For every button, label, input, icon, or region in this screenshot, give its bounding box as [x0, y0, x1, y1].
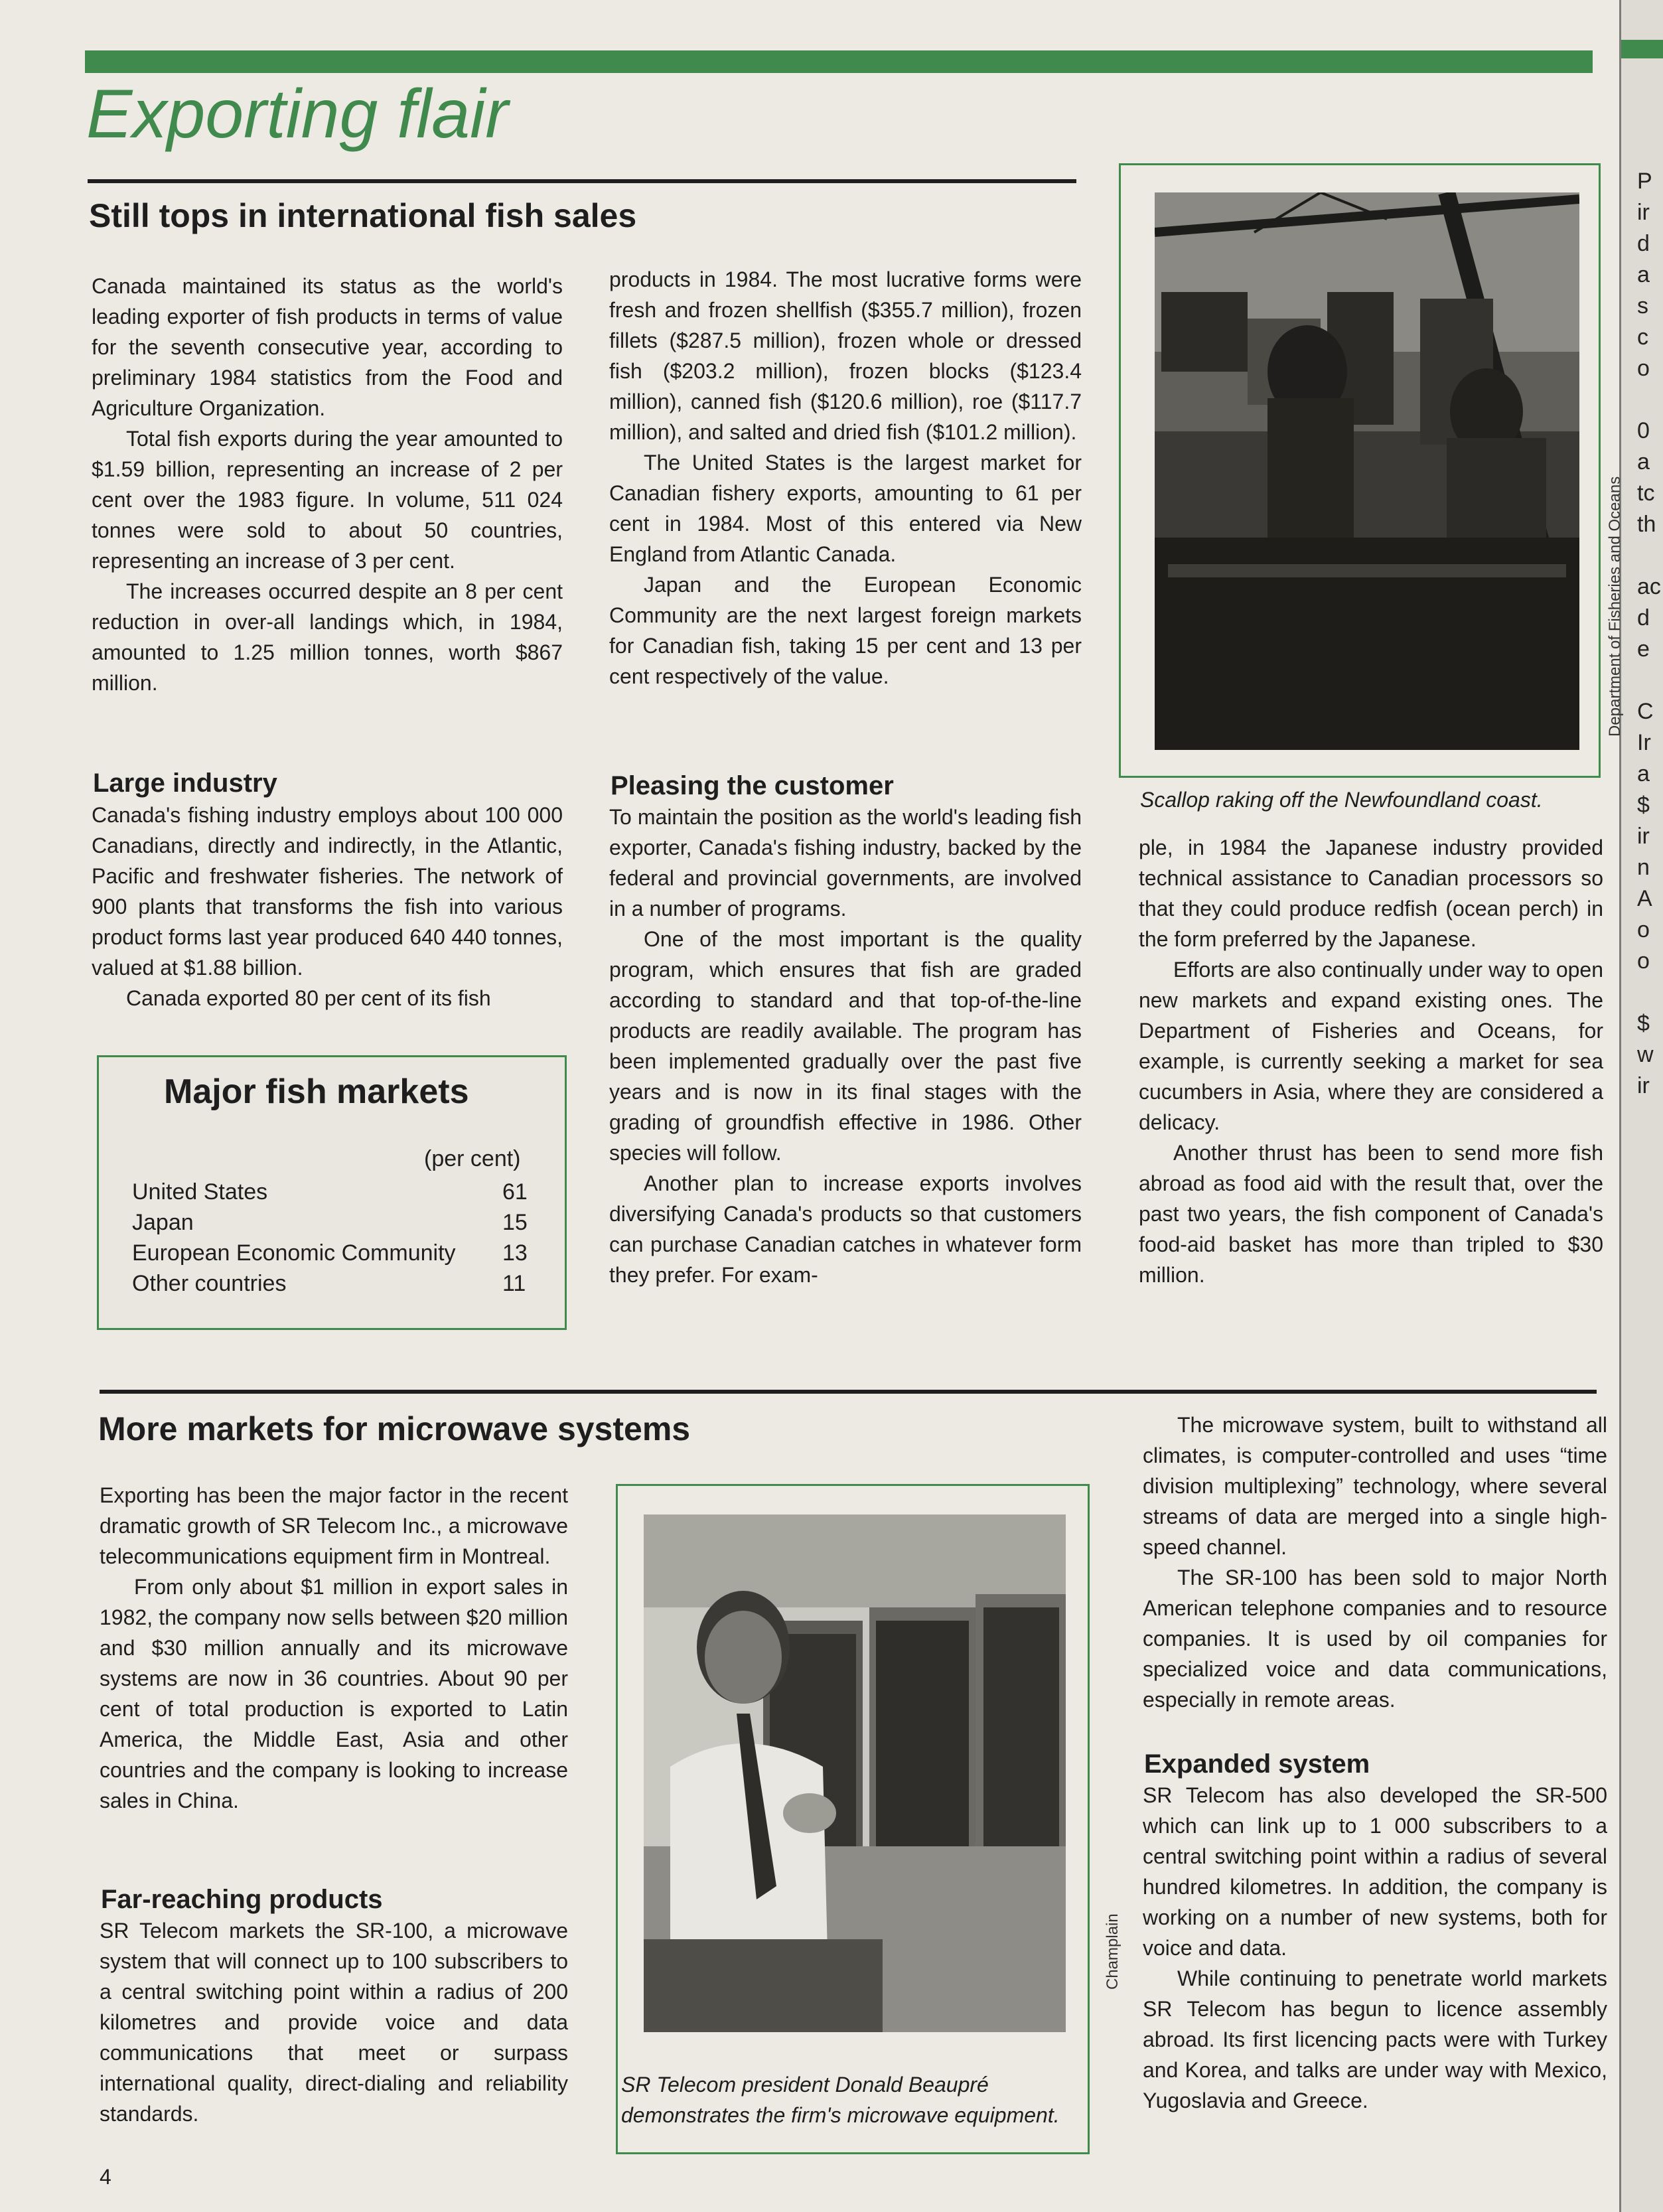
- adjacent-page-fragment: P: [1637, 169, 1652, 194]
- paragraph: One of the most important is the quality program, which ensures that fish are graded according to standard and that top-of-the-line products are readily available. The program has been implemented gradually over the past five years and is now in its final stages with the grading of groundfish effective in 1986. Other species will follow.: [609, 927, 1082, 1165]
- paragraph: The SR-100 has been sold to major North American telephone companies and to resource companies. It is used by oil companies for specialized voice and data communications, especially in remote areas.: [1143, 1566, 1607, 1712]
- paragraph: SR Telecom markets the SR-100, a microwave system that will connect up to 100 subscribers to a central switching point within a radius of 200 kilometres and provide voice and data communications that meet or surpass international quality, direct-dialing and reliability standards.: [100, 1919, 568, 2126]
- adjacent-page-fragment: a: [1637, 262, 1650, 287]
- adjacent-page-fragment: C: [1637, 699, 1654, 724]
- adjacent-page-fragment: ir: [1637, 200, 1650, 225]
- microwave-column-3: [1143, 1410, 1607, 1715]
- fish-column-2: [609, 264, 1082, 692]
- adjacent-page-fragment: o: [1637, 948, 1650, 974]
- adjacent-page-fragment: th: [1637, 512, 1656, 537]
- adjacent-page-fragment: ir: [1637, 1073, 1650, 1098]
- microwave-column-1: [100, 1480, 568, 1816]
- adjacent-page-fragment: c: [1637, 325, 1648, 350]
- paragraph: Japan and the European Economic Community are the next largest foreign markets for Canadian fish, taking 15 per cent and 13 per cent respectively of the value.: [609, 573, 1082, 688]
- market-value: 15: [502, 1210, 528, 1235]
- microwave-caption: SR Telecom president Donald Beaupré demonstrates the firm's microwave equipment.: [621, 2073, 1060, 2127]
- paragraph: ple, in 1984 the Japanese industry provided technical assistance to Canadian processors so that they could produce redfish (ocean perch) in the form preferred by the Japanese.: [1139, 836, 1603, 951]
- adjacent-page-fragment: s: [1637, 293, 1648, 319]
- fish-column-3: [1139, 832, 1603, 1290]
- paragraph: The microwave system, built to withstand all climates, is computer-controlled and uses “time division multiplexing” technology, where several streams of data are merged into a single high-speed channel.: [1143, 1413, 1607, 1559]
- headline-rule: [88, 179, 1076, 183]
- market-value: 11: [502, 1271, 526, 1296]
- scallop-photo-illustration: [1155, 192, 1579, 750]
- far-reaching-text: [100, 1915, 568, 2129]
- fish-column-1: [92, 271, 563, 698]
- adjacent-page-color-bar: [1621, 40, 1663, 58]
- adjacent-page-fragment: a: [1637, 761, 1650, 786]
- adjacent-page-fragment: A: [1637, 886, 1652, 911]
- adjacent-page-fragment: a: [1637, 449, 1650, 475]
- story-divider-rule: [100, 1390, 1597, 1394]
- paragraph: Another thrust has been to send more fish abroad as food aid with the result that, over the past two years, the fish component of Canada's food-aid basket has more than tripled to $30 million.: [1139, 1141, 1603, 1287]
- major-fish-markets-box: [97, 1055, 567, 1330]
- paragraph: Total fish exports during the year amounted to $1.59 billion, representing an increase of 2 per cent over the 1983 figure. In volume, 511 024 tonnes were sold to about 50 countries, representing an increase of 3 per cent.: [92, 427, 563, 573]
- fish-headline: Still tops in international fish sales: [89, 197, 637, 234]
- scallop-caption: Scallop raking off the Newfoundland coast.: [1140, 788, 1543, 812]
- photo-credit: Champlain: [1104, 1913, 1121, 1990]
- paragraph: Efforts are also continually under way to open new markets and expand existing ones. The Department of Fisheries and Oceans, for example, is currently seeking a market for sea cucumbers in Asia, where they are considered a delicacy.: [1139, 958, 1603, 1134]
- adjacent-page-fragment: [1637, 665, 1661, 696]
- adjacent-page-fragment: ac: [1637, 574, 1661, 599]
- adjacent-page-fragment: [1637, 977, 1661, 1008]
- market-label: Other countries: [132, 1271, 287, 1296]
- microwave-headline: More markets for microwave systems: [98, 1410, 691, 1447]
- market-value: 61: [502, 1179, 528, 1205]
- far-reaching-heading: Far-reaching products: [101, 1885, 383, 1914]
- paragraph: Exporting has been the major factor in the recent dramatic growth of SR Telecom Inc., a microwave telecommunications equipment firm in Montreal.: [100, 1483, 568, 1568]
- scallop-photo: [1155, 192, 1579, 750]
- market-label: European Economic Community: [132, 1240, 456, 1266]
- adjacent-page-fragment: tc: [1637, 480, 1655, 506]
- large-industry-heading: Large industry: [93, 769, 277, 798]
- adjacent-page-text: [1637, 166, 1661, 1102]
- paragraph: To maintain the position as the world's leading fish exporter, Canada's fishing industry, backed by the federal and provincial governments, are involved in a number of programs.: [609, 805, 1082, 921]
- paragraph: Canada's fishing industry employs about 100 000 Canadians, directly and indirectly, in the Atlantic, Pacific and freshwater fisheries. The network of 900 plants that transforms the fish into various product forms last year produced 640 440 tonnes, valued at $1.88 billion.: [92, 803, 563, 980]
- market-label: Japan: [132, 1210, 194, 1235]
- adjacent-page-fragment: n: [1637, 855, 1650, 880]
- adjacent-page-fragment: 0: [1637, 418, 1650, 443]
- markets-unit: (per cent): [424, 1146, 521, 1171]
- microwave-photo: [644, 1514, 1066, 2032]
- adjacent-page-fragment: ir: [1637, 824, 1650, 849]
- adjacent-page-fragment: e: [1637, 636, 1650, 662]
- adjacent-page-fragment: o: [1637, 917, 1650, 942]
- microwave-photo-illustration: [644, 1514, 1066, 2032]
- section-title: Exporting flair: [86, 76, 508, 153]
- large-industry-text: [92, 800, 563, 1013]
- adjacent-page-fragment: Ir: [1637, 730, 1651, 755]
- paragraph: products in 1984. The most lucrative forms were fresh and frozen shellfish ($355.7 million), frozen fillets ($287.5 million), frozen whole or dressed fish ($203.2 million), frozen blocks ($123.4 million), canned fish ($120.6 million), roe ($117.7 million), and salted and dried fish ($101.2 million).: [609, 267, 1082, 444]
- page-number: 4: [100, 2165, 111, 2189]
- adjacent-page-fragment: [1637, 384, 1661, 415]
- adjacent-page-fragment: [1637, 540, 1661, 571]
- expanded-system-heading: Expanded system: [1144, 1749, 1370, 1779]
- section-color-bar: [85, 50, 1593, 73]
- paragraph: Canada maintained its status as the world's leading exporter of fish products in terms of value for the seventh consecutive year, according to preliminary 1984 statistics from the Food and Agriculture Organization.: [92, 274, 563, 420]
- expanded-system-text: [1143, 1780, 1607, 2116]
- adjacent-page-fragment: $: [1637, 792, 1650, 818]
- paragraph: Canada exported 80 per cent of its fish: [126, 986, 491, 1010]
- paragraph: The increases occurred despite an 8 per cent reduction in over-all landings which, in 1984, amounted to 1.25 million tonnes, worth $867 million.: [92, 579, 563, 695]
- paragraph: While continuing to penetrate world markets SR Telecom has begun to licence assembly abroad. Its first licencing pacts were with Turkey and Korea, and talks are under way with Mexico, Yugoslavia and Greece.: [1143, 1966, 1607, 2112]
- pleasing-heading: Pleasing the customer: [611, 771, 894, 800]
- adjacent-page-fragment: o: [1637, 356, 1650, 381]
- adjacent-page-fragment: d: [1637, 605, 1650, 630]
- adjacent-page-fragment: d: [1637, 231, 1650, 256]
- markets-box-title: Major fish markets: [164, 1072, 469, 1111]
- adjacent-page-fragment: $: [1637, 1011, 1650, 1036]
- adjacent-page-fragment: w: [1637, 1042, 1654, 1067]
- paragraph: From only about $1 million in export sales in 1982, the company now sells between $20 million and $30 million annually and its microwave systems are now in 36 countries. About 90 per cent of total production is exported to Latin America, the Middle East, Asia and other countries and the company is looking to increase sales in China.: [100, 1575, 568, 1812]
- adjacent-page-edge: [1619, 0, 1663, 2212]
- paragraph: SR Telecom has also developed the SR-500 which can link up to 1 000 subscribers to a central switching point within a radius of several hundred kilometres. In addition, the company is working on a number of new systems, both for voice and data.: [1143, 1783, 1607, 1960]
- paragraph: Another plan to increase exports involves diversifying Canada's products so that customers can purchase Canadian catches in whatever form they prefer. For exam-: [609, 1171, 1082, 1287]
- market-label: United States: [132, 1179, 268, 1205]
- photo-credit: Department of Fisheries and Oceans: [1606, 476, 1624, 737]
- market-value: 13: [502, 1240, 528, 1266]
- paragraph: The United States is the largest market for Canadian fishery exports, amounting to 61 per cent in 1984. Most of this entered via New England from Atlantic Canada.: [609, 451, 1082, 566]
- pleasing-text: [609, 802, 1082, 1290]
